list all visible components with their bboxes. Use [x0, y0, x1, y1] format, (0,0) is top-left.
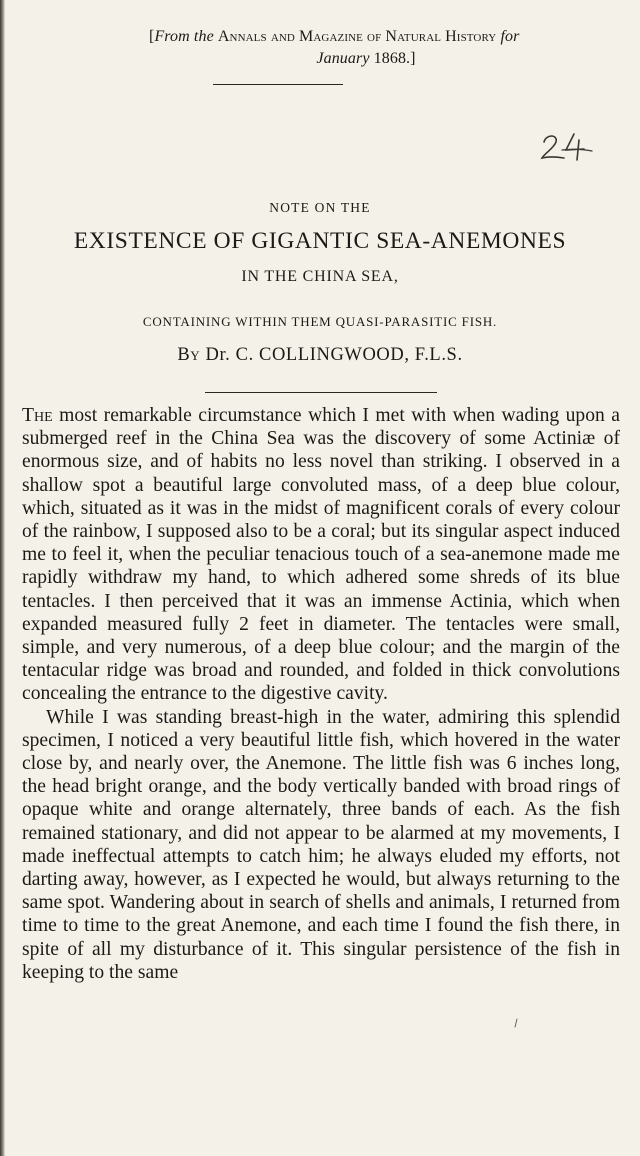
source-from: From: [154, 28, 190, 45]
source-for: for: [500, 28, 520, 45]
note-heading: NOTE ON THE: [269, 200, 371, 215]
paragraph-1-lead-word: The: [22, 405, 53, 426]
source-citation: [149, 26, 593, 70]
stray-pen-mark: [512, 1018, 520, 1028]
source-date: [139, 48, 593, 70]
source-open-bracket: [: [149, 28, 155, 45]
author-byline: [0, 345, 640, 366]
title-divider-rule: [205, 392, 437, 393]
main-title: EXISTENCE OF GIGANTIC SEA-ANEMONES: [73, 228, 567, 254]
source-month: January: [316, 50, 370, 67]
paragraph-1-text: most remarkable circumstance which I met with when wading upon a submerged reef in the China Sea was the discovery of some Actiniæ of enormous size, and of habits no less novel than striking. I observed in a shallow spot a beautiful large convoluted mass, of a deep blue colour, which, situated as it was in the midst of magnificent corals of every colour of the rainbow, I supposed also to be a coral; but its singular aspect induced me to feel it, when the peculiar tenacious touch of a sea-anemone made me rapidly withdraw my hand, to which adhered some shreds of its blue tentacles. I then perceived that it was an immense Actinia, which when expanded measured fully 2 feet in diameter. The tentacles were small, simple, and very numerous, of a deep blue colour; and the margin of the tentacular ridge was broad and rounded, and folded in thick convolutions concealing the entrance to the digestive cavity.: [22, 405, 620, 705]
sub-title: IN THE CHINA SEA,: [241, 268, 399, 285]
article-body: [22, 404, 620, 984]
source-journal-name: Annals and Magazine of Natural History: [217, 28, 497, 45]
byline-by: By: [177, 345, 201, 365]
source-underline-rule: [213, 84, 343, 85]
source-year: 1868.]: [373, 50, 416, 67]
byline-author: Dr. C. COLLINGWOOD, F.L.S.: [205, 345, 463, 365]
paragraph-2-text: While I was standing breast-high in the water, admiring this splendid specimen, I noticed a very beautiful little fish, which hovered in the water close by, and nearly over, the Anemone. The little fish was 6 inches long, the head bright orange, and the body vertically banded with broad rings of opaque white and orange alternately, three bands of each. As the fish remained stationary, and did not appear to be alarmed at my movements, I made ineffectual attempts to catch him; he always eluded my efforts, not darting away, however, as I expected he would, but always returning to the same spot. Wandering about in search of shells and animals, I returned from time to time to the great Anemone, and each time I found the fish there, in spite of all my disturbance of it. This singular persistence of the fish in keeping to the same: [22, 706, 620, 983]
paragraph-1: [22, 404, 620, 706]
paragraph-2: [22, 706, 620, 984]
source-the: the: [193, 28, 214, 45]
title-containing-line: CONTAINING WITHIN THEM QUASI-PARASITIC FISH.: [142, 314, 498, 329]
handwritten-page-number: [536, 128, 596, 164]
